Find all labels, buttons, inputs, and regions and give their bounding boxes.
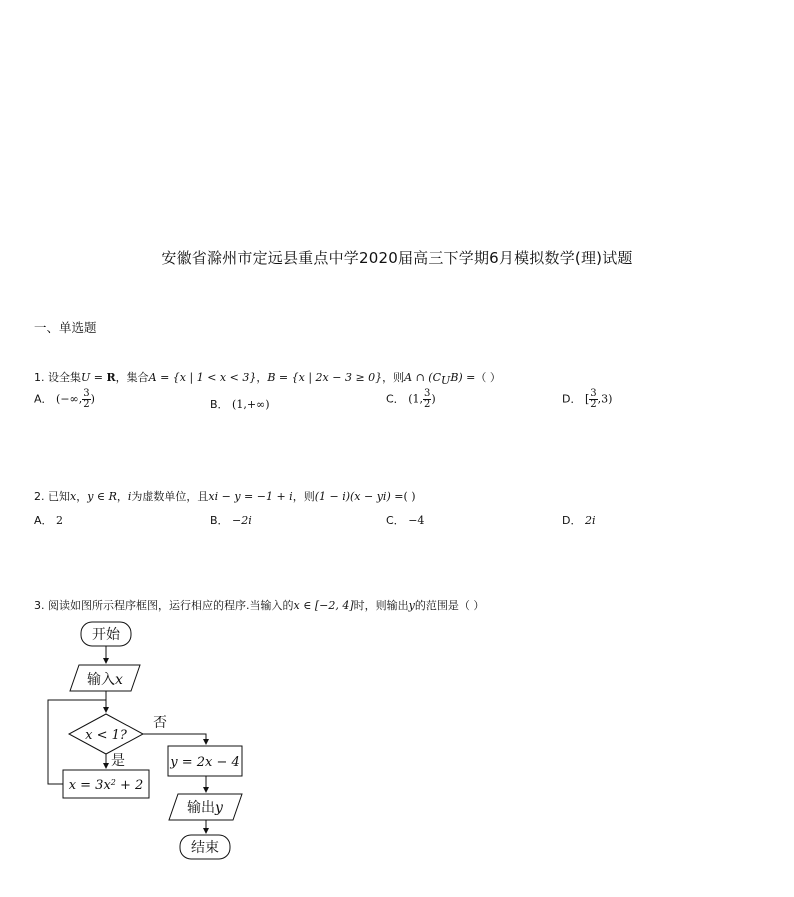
q1-set-a: A = {x | 1 < x < 3}	[148, 371, 257, 384]
option-label: A．	[34, 392, 53, 406]
option-text: −2i	[232, 514, 252, 527]
flow-assign-yes-text: x = 3x	[68, 778, 111, 793]
document-title: 安徽省滁州市定远县重点中学2020届高三下学期6月模拟数学(理)试题	[161, 249, 633, 267]
flow-assign-no-label: y = 2x − 4	[170, 755, 240, 770]
option-text: )	[431, 392, 436, 406]
q2-text-1: 已知	[48, 490, 70, 503]
q1-set-b: B = {x | 2x − 3 ≥ 0}	[267, 371, 383, 384]
q2-var-i: i	[127, 490, 132, 503]
fraction-denominator: 2	[423, 399, 431, 410]
q2-y-real: y ∈ R	[87, 490, 117, 503]
q2-answer-paren: ( )	[403, 490, 416, 503]
q1-expression-2: B) =	[450, 371, 476, 384]
fraction-numerator: 3	[590, 388, 597, 399]
q2-equation-1: xi − y = −1 + i	[208, 490, 293, 503]
flow-output-var: y	[215, 800, 223, 816]
q2-number: 2.	[34, 490, 45, 503]
q1-number: 1.	[34, 371, 45, 384]
option-text: 2	[56, 514, 64, 527]
flow-output-label	[187, 800, 224, 816]
flow-assign-yes-label	[69, 778, 144, 794]
option-label: C．	[386, 514, 405, 527]
flow-yes-label: 是	[111, 753, 125, 769]
flow-assign-yes-exp: 2	[110, 777, 116, 787]
fraction-denominator: 2	[83, 399, 90, 410]
q3-text-2: 时，则输出	[353, 599, 409, 612]
q1-expression: A ∩ (C	[404, 371, 442, 384]
option-label: B．	[210, 514, 229, 527]
q2-equation-2: (1 − i)(x − yi) =	[314, 490, 404, 503]
flow-start-label: 开始	[92, 627, 120, 643]
q1-text-3: ，	[256, 371, 268, 384]
q1-answer-paren: （ ）	[475, 371, 501, 384]
q1-universal-var: U	[81, 371, 91, 384]
flow-output-text: 输出	[187, 800, 216, 816]
q2-var-x: x	[70, 490, 77, 503]
section-heading: 一、单选题	[34, 320, 97, 335]
q1-complement-sub: U	[441, 374, 451, 388]
option-label: A．	[34, 514, 53, 527]
option-text: 2i	[584, 514, 596, 527]
q3-range: x ∈ [−2, 4]	[293, 599, 354, 612]
option-text: ,3)	[597, 392, 613, 406]
option-label: B．	[210, 398, 229, 411]
q1-text-1: 设全集	[48, 371, 81, 384]
q2-text-4: 为虚数单位，且	[131, 490, 209, 503]
fraction-numerator: 3	[423, 388, 431, 399]
q2-text-2: ，	[76, 490, 88, 503]
flow-arrow-no	[143, 734, 206, 744]
option-label: D．	[562, 514, 582, 527]
q3-number: 3.	[34, 599, 45, 612]
q3-var-y: y	[408, 599, 415, 612]
q1-text-4: ，则	[382, 371, 405, 384]
option-text: −4	[408, 514, 425, 527]
fraction-numerator: 3	[83, 388, 90, 399]
option-text: (1,+∞)	[232, 398, 270, 411]
option-label: D．	[562, 392, 582, 406]
flow-end-label: 结束	[191, 840, 219, 856]
q1-text-2: ，集合	[115, 371, 149, 384]
flow-input-var: x	[115, 672, 123, 688]
option-text: )	[90, 392, 95, 406]
q2-text-3: ，	[116, 490, 128, 503]
q3-text-3: 的范围是（ ）	[414, 599, 485, 612]
flow-no-label: 否	[153, 715, 167, 731]
option-text: (−∞,	[56, 392, 83, 406]
q2-text-5: ，则	[292, 490, 315, 503]
option-text: [	[584, 392, 590, 406]
option-text: (1,	[408, 392, 423, 406]
flow-assign-yes-tail: + 2	[115, 778, 144, 793]
option-label: C．	[386, 392, 405, 406]
flow-input-label	[87, 672, 123, 688]
q1-real-set: R	[106, 371, 116, 384]
q3-text-1: 阅读如图所示程序框图，运行相应的程序.当输入的	[48, 599, 294, 612]
q1-equals: =	[90, 371, 107, 384]
flow-decision-label: x < 1?	[85, 728, 127, 743]
flow-input-text: 输入	[87, 672, 116, 688]
fraction-denominator: 2	[590, 399, 597, 410]
